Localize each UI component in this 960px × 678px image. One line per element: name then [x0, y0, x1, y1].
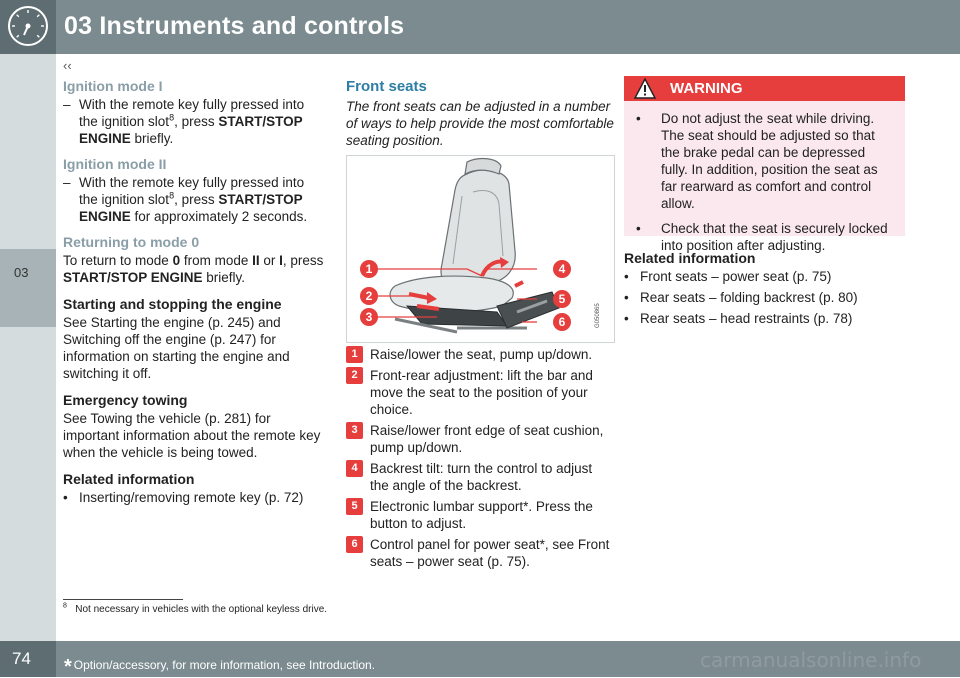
bullet: •: [63, 490, 68, 505]
start-stop-text: See Starting the engine (p. 245) and Switching off the engine (p. 247) for information on starting the engine and switching it off.: [63, 315, 290, 381]
page-header: [0, 0, 960, 54]
callout-item: 1 Raise/lower the seat, pump up/down.: [346, 346, 614, 363]
ignition-mode-2-heading: Ignition mode II: [63, 156, 167, 172]
figure-code: G050865: [595, 303, 601, 328]
warning-item: • Do not adjust the seat while driving. The seat should be adjusted so that the brake pedal can be depressed fully. In addition, position the seat as far rearward as comfort and control allow.: [636, 111, 878, 211]
ignition-mode-1-step: – With the remote key fully pressed into the ignition slot$^8$, press START/STOP ENGINE briefly.: [63, 97, 305, 146]
front-seats-intro: The front seats can be adjusted in a number of ways to help provide the most comfortable seating position.: [346, 99, 614, 148]
ignition-mode-1-heading: Ignition mode I: [63, 78, 163, 94]
callout-item: 6 Control panel for power seat*, see Front seats – power seat (p. 75).: [346, 536, 614, 570]
figure-label-6-text: 6: [558, 315, 566, 329]
emergency-towing-heading: Emergency towing: [63, 392, 188, 408]
front-seats-heading: Front seats: [346, 78, 427, 95]
returning-mode-0-text: To return to mode 0 from mode II or I, press START/STOP ENGINE briefly.: [63, 253, 324, 285]
warning-box: [624, 76, 905, 253]
dash-marker: –: [63, 175, 71, 190]
left-column: [63, 78, 325, 510]
seat-drawing: [347, 156, 614, 342]
related-link[interactable]: • Rear seats – folding backrest (p. 80): [624, 290, 858, 305]
middle-column: [346, 78, 614, 149]
figure-label-5-text: 5: [558, 292, 566, 306]
callout-item: 2 Front-rear adjustment: lift the bar and move the seat to the position of your choice.: [346, 367, 614, 418]
footer-note: * Option/accessory, for more information, see Introduction.: [64, 656, 376, 678]
chevron-double-left-icon[interactable]: ‹‹: [63, 58, 72, 73]
callout-list: [346, 346, 614, 574]
warning-title: WARNING: [670, 80, 743, 97]
chapter-tab[interactable]: [0, 249, 56, 327]
warning-triangle-icon: [634, 78, 656, 99]
related-link[interactable]: • Rear seats – head restraints (p. 78): [624, 311, 853, 326]
footnote-divider: [63, 599, 183, 600]
right-related: [624, 250, 905, 331]
page-number-box: [0, 641, 56, 677]
right-related-heading: Related information: [624, 250, 756, 266]
related-link[interactable]: • Inserting/removing remote key (p. 72): [63, 490, 304, 505]
warning-item: • Check that the seat is securely locked into position after adjusting.: [636, 221, 888, 253]
footnote-ref: 8: [169, 112, 175, 123]
warning-body: [624, 101, 905, 254]
chapter-tab-label: 03: [14, 265, 29, 280]
speedometer-icon: [0, 0, 56, 54]
figure-label-3-text: 3: [365, 310, 373, 324]
seat-illustration: [346, 155, 615, 343]
watermark: carmanualsonline.info: [700, 648, 922, 672]
ignition-mode-2-step: – With the remote key fully pressed into the ignition slot$^8$, press START/STOP ENGINE for approximately 2 seconds.: [63, 175, 308, 224]
figure-label-1-text: 1: [365, 262, 373, 276]
dash-marker: –: [63, 97, 71, 112]
footnote-ref: 8: [169, 190, 175, 201]
related-link[interactable]: • Front seats – power seat (p. 75): [624, 269, 832, 284]
callout-item: 4 Backrest tilt: turn the control to adjust the angle of the backrest.: [346, 460, 614, 494]
figure-label-4-text: 4: [558, 262, 566, 276]
page-number: 74: [12, 649, 31, 668]
callout-item: 5 Electronic lumbar support*. Press the button to adjust.: [346, 498, 614, 532]
page-title: 03 Instruments and controls: [64, 12, 405, 40]
figure-label-2-text: 2: [365, 289, 373, 303]
footnote: $^8$ Not necessary in vehicles with the optional keyless drive.: [63, 602, 328, 615]
returning-mode-0-heading: Returning to mode 0: [63, 234, 200, 250]
callout-item: 3 Raise/lower front edge of seat cushion, pump up/down.: [346, 422, 614, 456]
related-info-heading: Related information: [63, 471, 195, 487]
start-stop-heading: Starting and stopping the engine: [63, 296, 282, 312]
emergency-towing-text: See Towing the vehicle (p. 281) for important information about the remote key when the vehicle is being towed.: [63, 411, 321, 460]
chapter-sidebar: [0, 54, 56, 641]
warning-header: [624, 76, 905, 101]
